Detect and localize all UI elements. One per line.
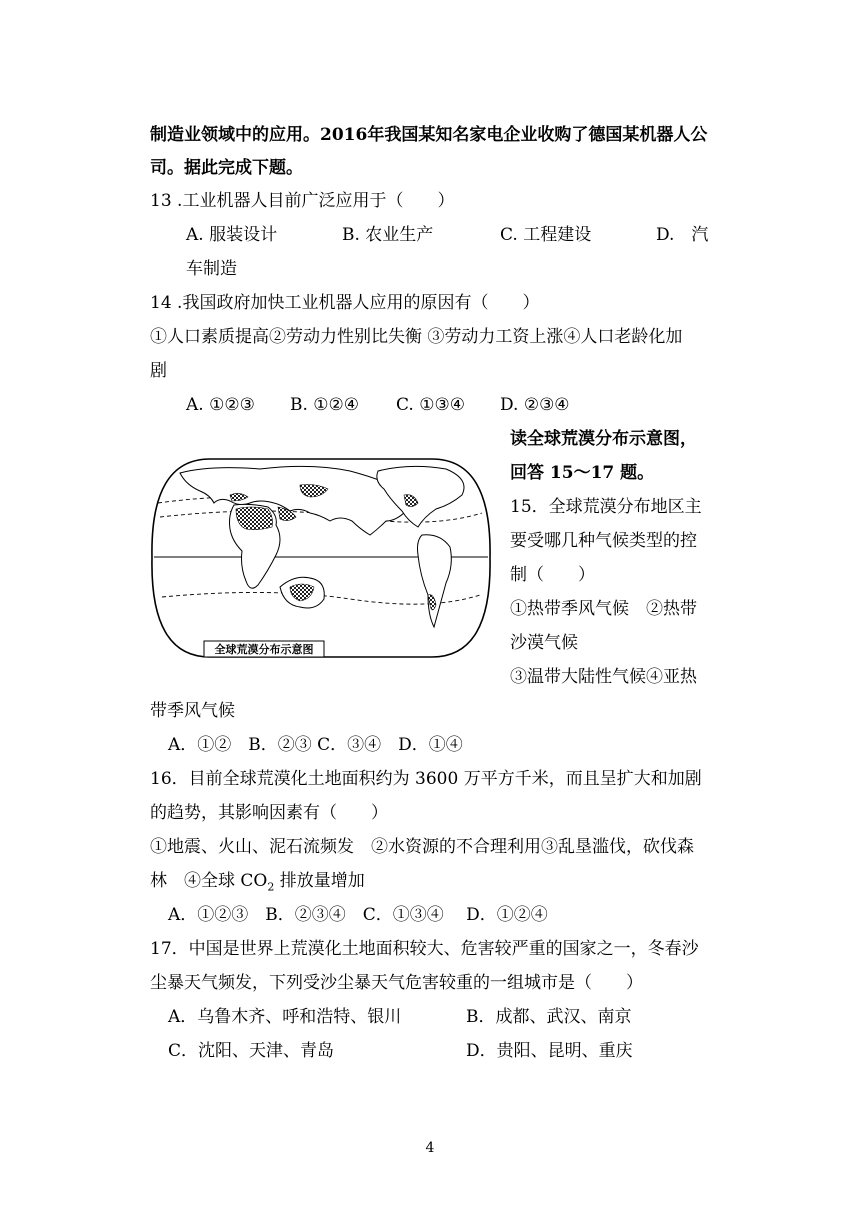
q13-stem: 13 .工业机器人目前广泛应用于（ ） <box>150 191 455 211</box>
q17-option-d: D．贵阳、昆明、重庆 <box>466 1041 633 1061</box>
q15-stem-line-1: 15．全球荒漠分布地区主 <box>510 497 702 517</box>
q15-item-line-2: 沙漠气候 <box>510 633 578 653</box>
q15-stem-line-2: 要受哪几种气候类型的控 <box>510 531 697 551</box>
q15-item-line-4: 带季风气候 <box>150 701 235 721</box>
q13-option-b: B. 农业生产 <box>342 225 434 245</box>
q13-option-d-continued: 车制造 <box>186 259 237 279</box>
q15-intro-line-1: 读全球荒漠分布示意图， <box>510 429 697 449</box>
q17-stem-line-1: 17．中国是世界上荒漠化土地面积较大、危害较严重的国家之一，冬春沙 <box>150 939 699 959</box>
q13-option-d: D. 汽 <box>656 225 709 245</box>
q16-items-line-2: 林 ④全球 $CO_2$ 排放量增加 <box>150 871 365 894</box>
q17-option-b: B．成都、武汉、南京 <box>466 1007 632 1027</box>
intro-line-1: 制造业领域中的应用。2016年我国某知名家电企业收购了德国某机器人公 <box>150 125 708 145</box>
q15-item-line-1: ①热带季风气候 ②热带 <box>510 599 697 619</box>
q14-option-b: B. ①②④ <box>290 395 360 415</box>
q14-option-a: A. ①②③ <box>186 395 255 415</box>
map-caption: 全球荒漠分布示意图 <box>214 643 314 656</box>
q14-stem: 14 .我国政府加快工业机器人应用的原因有（ ） <box>150 293 540 313</box>
q17-stem-line-2: 尘暴天气频发，下列受沙尘暴天气危害较重的一组城市是（ ） <box>150 973 643 993</box>
q17-option-c: C．沈阳、天津、青岛 <box>168 1041 335 1061</box>
q17-option-a: A．乌鲁木齐、呼和浩特、银川 <box>168 1007 402 1027</box>
q13-option-a: A. 服装设计 <box>186 225 278 245</box>
intro-line-2: 司。据此完成下题。 <box>150 158 303 178</box>
q16-stem-line-1: 16．目前全球荒漠化土地面积约为 3600 万平方千米，而且呈扩大和加剧 <box>150 769 702 789</box>
q14-option-d: D. ②③④ <box>500 395 570 415</box>
q14-items-continued: 剧 <box>150 361 167 381</box>
q14-items: ①人口素质提高②劳动力性别比失衡 ③劳动力工资上涨④人口老龄化加 <box>150 327 683 347</box>
page-number: 4 <box>425 1140 435 1156</box>
q16-options: A．①②③ B．②③④ C．①③④ D．①②④ <box>168 905 548 925</box>
q13-option-c: C. 工程建设 <box>500 225 592 245</box>
q16-stem-line-2: 的趋势，其影响因素有（ ） <box>150 803 388 823</box>
q14-option-c: C. ①③④ <box>396 395 465 415</box>
q15-item-line-3: ③温带大陆性气候④亚热 <box>510 667 697 687</box>
q15-stem-line-3: 制（ ） <box>510 565 595 585</box>
world-desert-map <box>150 455 492 661</box>
q16-items-line-1: ①地震、火山、泥石流频发 ②水资源的不合理利用③乱垦滥伐，砍伐森 <box>150 837 694 857</box>
q15-intro-line-2: 回答 15～17 题。 <box>510 463 655 483</box>
q15-options: A．①② B．②③ C．③④ D．①④ <box>168 735 463 755</box>
